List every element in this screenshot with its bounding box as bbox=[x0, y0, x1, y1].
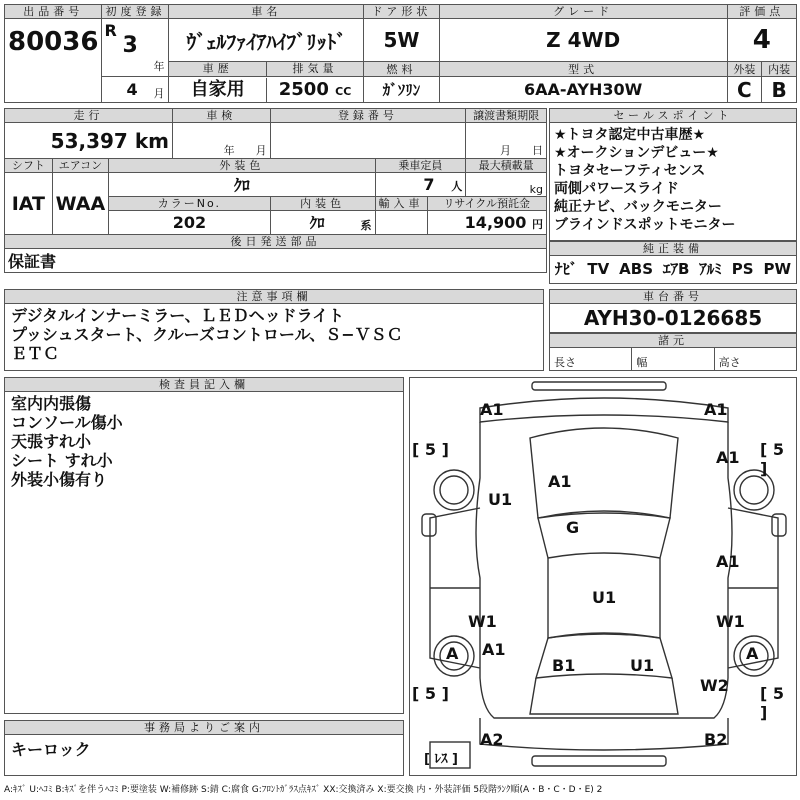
chassis-number: AYH30-0126685 bbox=[549, 303, 797, 333]
intcolor-label: 内装色 bbox=[270, 197, 375, 211]
inspection-month-unit: 月 bbox=[255, 144, 267, 157]
inspector-line: コンソール傷小 bbox=[11, 413, 123, 432]
fuel: ｶﾞｿﾘﾝ bbox=[364, 77, 440, 103]
equipment-item: ｴｱB bbox=[662, 260, 690, 278]
inspection-label: 車検 bbox=[172, 109, 270, 123]
note-line: プッシュスタート、クルーズコントロール、Ｓ−ＶＳＣ bbox=[11, 325, 403, 344]
grade-label: グレード bbox=[439, 5, 727, 19]
lot-number: 80036 bbox=[5, 19, 102, 103]
sales-point-line: ブラインドスポットモニター bbox=[554, 217, 736, 233]
equipment-item: ﾅﾋﾞ bbox=[554, 260, 578, 278]
note-line: ＥＴＣ bbox=[11, 344, 60, 363]
displacement-label: 排気量 bbox=[267, 62, 363, 76]
reg-year: 3 bbox=[122, 33, 138, 58]
exterior-color: ｸﾛ bbox=[109, 173, 375, 197]
plate-value bbox=[270, 123, 466, 159]
legend: A:ｷｽﾞ U:ﾍｺﾐ B:ｷｽﾞを伴うﾍｺﾐ P:要塗装 W:補修跡 S:錆 C:腐食 G:ﾌﾛﾝﾄｶﾞﾗｽ点ｷｽﾞ XX:交換済み X:要交換 内・外装評価 5段階ﾗﾝｸ順(A・B・C・D・E) 2 bbox=[4, 785, 603, 795]
equipment-item: PS bbox=[731, 260, 754, 278]
plate-label: 登録番号 bbox=[270, 109, 466, 123]
mark-rear-left: A2 bbox=[480, 730, 504, 749]
equipment bbox=[549, 255, 797, 284]
mark-tire-rr: [ 5 ] bbox=[760, 684, 785, 722]
capacity-unit: 人 bbox=[451, 180, 463, 193]
header-table bbox=[4, 4, 797, 103]
history-disp-head bbox=[169, 62, 364, 77]
reg-label: 初度登録 bbox=[102, 5, 169, 19]
equipment-item: PW bbox=[763, 260, 791, 278]
reg-month: 4 bbox=[126, 80, 138, 99]
shift: IAT bbox=[5, 173, 53, 235]
colorno-label: カラーNo. bbox=[109, 197, 270, 211]
ext-label: 外装 bbox=[727, 62, 762, 77]
transfer-month-unit: 月 bbox=[500, 144, 512, 157]
color-label: 外装色 bbox=[109, 159, 375, 173]
mark-front-left: A1 bbox=[480, 400, 504, 419]
length-label: 長さ bbox=[550, 348, 632, 370]
mark-door-left-rear: W1 bbox=[468, 612, 497, 631]
recycle bbox=[427, 211, 546, 235]
interior-color bbox=[270, 211, 375, 235]
fuel-label: 燃料 bbox=[364, 62, 440, 77]
mark-rear-wheel-left: A bbox=[446, 644, 459, 663]
intcolor-unit: 系 bbox=[360, 219, 372, 232]
equipment-item: ｱﾙﾐ bbox=[699, 260, 722, 278]
inspection-date bbox=[172, 123, 270, 159]
office-label: 事務局よりご案内 bbox=[4, 720, 404, 735]
model: 6AA-AYH30W bbox=[439, 77, 727, 103]
score-label: 評価点 bbox=[727, 5, 797, 19]
mark-rear-quarter-right: W2 bbox=[700, 676, 729, 695]
import-value bbox=[375, 211, 427, 235]
recycle-label: リサイクル預託金 bbox=[427, 197, 546, 211]
mark-tire-fr: [ 5 ] bbox=[760, 440, 785, 478]
inspection-year-unit: 年 bbox=[223, 144, 235, 157]
sales-point-line: トヨタセーフティセンス bbox=[554, 163, 706, 179]
carname-label: 車名 bbox=[169, 5, 364, 19]
sales-point-line: 純正ナビ、バックモニター bbox=[554, 199, 722, 215]
shift-label: シフト bbox=[5, 159, 53, 173]
ext-score: C bbox=[727, 77, 762, 103]
inspector-label: 検査員記入欄 bbox=[4, 377, 404, 392]
mileage-unit: km bbox=[134, 128, 169, 153]
width-label: 幅 bbox=[632, 348, 714, 370]
ac-label: エアコン bbox=[52, 159, 109, 173]
reg-year-cell bbox=[102, 19, 169, 77]
spec-row bbox=[549, 347, 797, 371]
equipment-item: ABS bbox=[619, 260, 654, 278]
mark-door-right-rear: W1 bbox=[716, 612, 745, 631]
mileage bbox=[5, 123, 173, 159]
score: 4 bbox=[727, 19, 797, 62]
later-parts-label: 後日発送部品 bbox=[5, 235, 547, 249]
history: 自家用 bbox=[169, 78, 266, 102]
sales-point-line: ★トヨタ認定中古車歴★ bbox=[554, 127, 706, 143]
mark-quarter-left: A1 bbox=[482, 640, 506, 659]
equipment-item: TV bbox=[587, 260, 610, 278]
chassis-label: 車台番号 bbox=[549, 289, 797, 304]
ac: WAA bbox=[52, 173, 109, 235]
mark-fender-fr: A1 bbox=[716, 448, 740, 467]
notes-box bbox=[4, 303, 544, 371]
inspector-line: 天張すれ小 bbox=[11, 432, 92, 451]
mileage-value: 53,397 bbox=[50, 128, 128, 153]
sales-points bbox=[549, 122, 797, 241]
int-score: B bbox=[762, 77, 797, 103]
office-note: キーロック bbox=[4, 734, 404, 776]
year-unit: 年 bbox=[153, 60, 165, 73]
transfer-date bbox=[466, 123, 547, 159]
note-line: デジタルインナーミラー、ＬＥＤヘッドライト bbox=[11, 306, 345, 325]
mark-tire-fl: [ 5 ] bbox=[412, 440, 449, 459]
recycle-unit: 円 bbox=[532, 218, 543, 231]
mark-rear-wheel-right: A bbox=[746, 644, 759, 663]
inspector-box bbox=[4, 391, 404, 714]
mark-back-left: B1 bbox=[552, 656, 576, 675]
displacement-value: 2500 bbox=[278, 79, 329, 100]
mark-rear-right: B2 bbox=[704, 730, 728, 749]
reg-month-cell bbox=[102, 77, 169, 103]
model-label: 型式 bbox=[439, 62, 727, 77]
load-label: 最大積載量 bbox=[466, 159, 547, 173]
info-table bbox=[4, 108, 547, 273]
later-parts: 保証書 bbox=[5, 249, 547, 273]
capacity-label: 乗車定員 bbox=[375, 159, 466, 173]
inspector-line: 室内内張傷 bbox=[11, 394, 92, 413]
mark-front-right: A1 bbox=[704, 400, 728, 419]
mark-spare: [ ﾚｽ ] bbox=[424, 752, 458, 767]
car-outline bbox=[410, 378, 798, 777]
sales-point-line: ★オークションデビュー★ bbox=[554, 145, 719, 161]
intcolor-value: ｸﾛ bbox=[309, 214, 325, 232]
capacity-value: 7 bbox=[423, 175, 435, 194]
mark-back-right: U1 bbox=[630, 656, 655, 675]
transfer-label: 譲渡書類期限 bbox=[466, 109, 547, 123]
damage-diagram bbox=[409, 377, 797, 776]
color-number: 202 bbox=[109, 211, 270, 235]
transfer-day-unit: 日 bbox=[532, 144, 543, 157]
mark-hood: A1 bbox=[548, 472, 572, 491]
history-label: 車歴 bbox=[169, 62, 266, 76]
mileage-label: 走行 bbox=[5, 109, 173, 123]
spec-label: 諸元 bbox=[549, 333, 797, 348]
door-type: 5W bbox=[364, 19, 440, 62]
import-label: 輸入車 bbox=[375, 197, 427, 211]
inspector-line: シート すれ小 bbox=[11, 451, 113, 470]
car-name: ｳﾞｪﾙﾌｧｲｱﾊｲﾌﾞﾘｯﾄﾞ bbox=[169, 19, 364, 62]
mark-door-right-front: A1 bbox=[716, 552, 740, 571]
mark-windshield: G bbox=[566, 518, 580, 537]
inspector-line: 外装小傷有り bbox=[11, 470, 108, 489]
history-disp-values bbox=[169, 77, 364, 103]
equip-label: 純正装備 bbox=[549, 241, 797, 256]
int-label: 内装 bbox=[762, 62, 797, 77]
lot-label: 出品番号 bbox=[5, 5, 102, 19]
grade: Z 4WD bbox=[439, 19, 727, 62]
sales-point-line: 両側パワースライド bbox=[554, 181, 679, 197]
mark-roof: U1 bbox=[592, 588, 617, 607]
sales-label: セールスポイント bbox=[549, 108, 797, 123]
displacement-unit: CC bbox=[335, 85, 352, 98]
recycle-value: 14,900 bbox=[464, 213, 527, 232]
era-letter: R bbox=[104, 21, 117, 40]
mark-door-left-front: U1 bbox=[488, 490, 513, 509]
capacity bbox=[375, 173, 466, 197]
notes-label: 注意事項欄 bbox=[4, 289, 544, 304]
load-value: kg bbox=[466, 173, 547, 197]
door-label: ドア形状 bbox=[364, 5, 440, 19]
displacement bbox=[267, 79, 363, 100]
month-unit: 月 bbox=[153, 87, 165, 100]
mark-tire-rl: [ 5 ] bbox=[412, 684, 449, 703]
height-label: 高さ bbox=[718, 356, 741, 369]
